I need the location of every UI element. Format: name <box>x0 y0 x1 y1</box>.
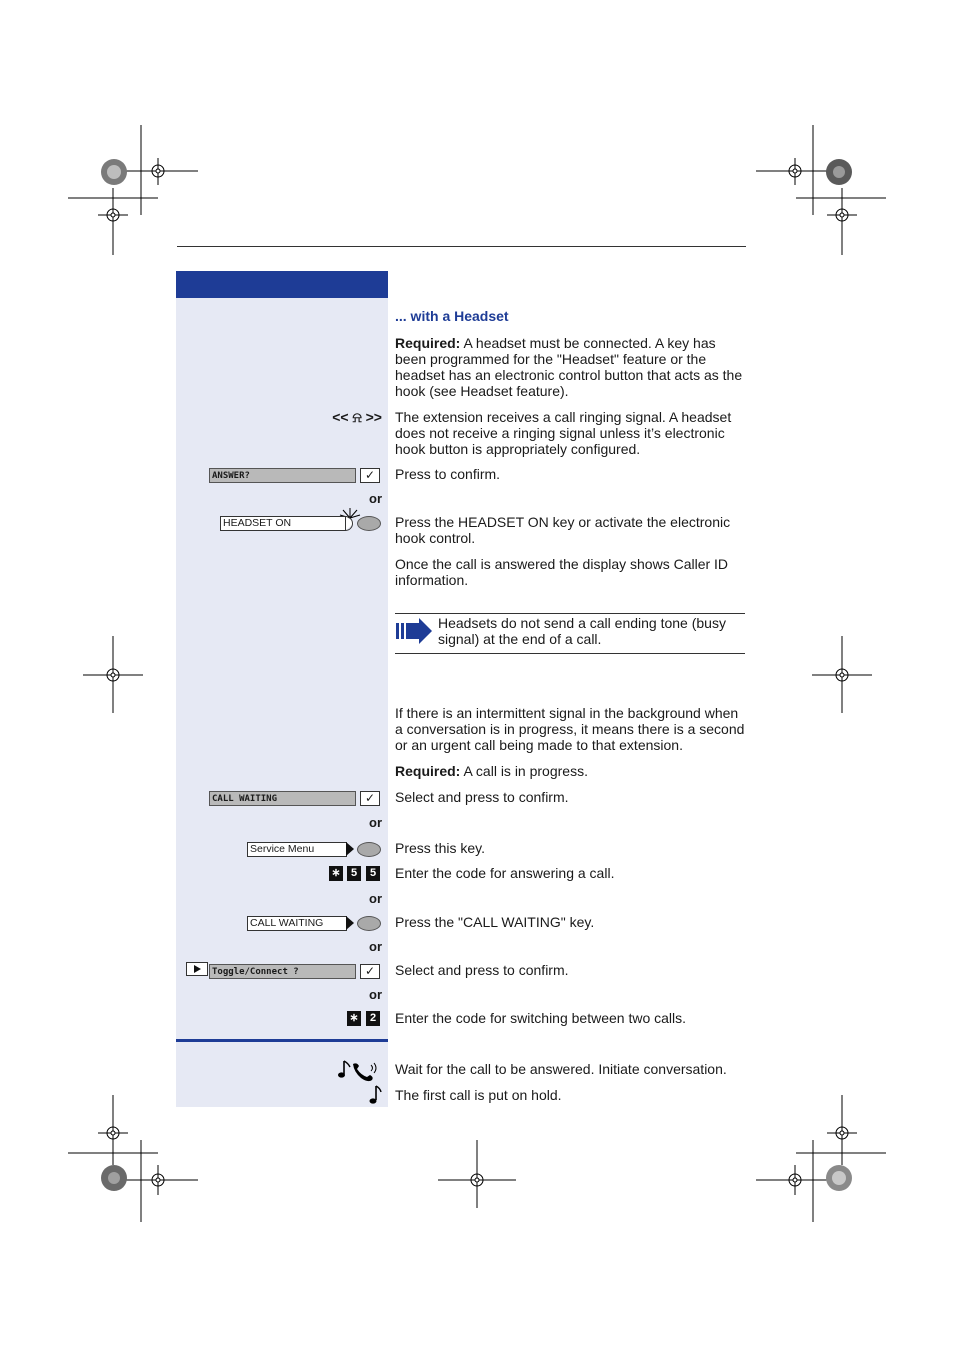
ringing-signal-symbol: << ⍾ >> <box>332 409 382 425</box>
keypad-5-key[interactable]: 5 <box>347 866 361 881</box>
tone-note-icon <box>366 1084 382 1106</box>
callerid-text: Once the call is answered the display shows Caller ID information. <box>395 556 729 588</box>
confirm-check-button[interactable]: ✓ <box>360 468 380 483</box>
or-label: or <box>369 891 382 906</box>
note-arrow-icon <box>395 617 433 645</box>
select-text-2: Select and press to confirm. <box>395 962 569 978</box>
display-answer[interactable]: ANSWER? <box>209 468 356 483</box>
callwaiting-required: Required: A call is in progress. <box>395 763 588 779</box>
callwaiting-intro: If there is an intermittent signal in the background when a conversation is in progress, it means there is a second or an urgent call being made to that extension. <box>395 705 745 753</box>
keypad-star-key[interactable]: ∗ <box>347 1011 361 1026</box>
or-label: or <box>369 491 382 506</box>
top-rule <box>177 246 746 247</box>
confirm-check-button[interactable]: ✓ <box>360 791 380 806</box>
or-label: or <box>369 939 382 954</box>
key-arrow-icon <box>346 842 354 856</box>
left-column-header-bar <box>176 271 388 298</box>
keypad-2-key[interactable]: 2 <box>366 1011 380 1026</box>
note-text: Headsets do not send a call ending tone (busy signal) at the end of a call. <box>438 615 726 647</box>
press-key-text: Press this key. <box>395 840 485 856</box>
note-bottom-rule <box>395 653 745 654</box>
or-label: or <box>369 815 382 830</box>
headset-on-key-button[interactable] <box>357 516 381 531</box>
headset-text: Press the HEADSET ON key or activate the electronic hook control. <box>395 514 731 546</box>
hold-text: The first call is put on hold. <box>395 1087 562 1103</box>
call-waiting-key-button[interactable] <box>357 916 381 931</box>
tone-handset-icon <box>337 1058 381 1082</box>
code2-text: Enter the code for switching between two calls. <box>395 1010 687 1026</box>
service-menu-key-label: Service Menu <box>247 842 347 857</box>
headset-on-key-label: HEADSET ON <box>220 516 346 531</box>
display-call-waiting[interactable]: CALL WAITING <box>209 791 356 806</box>
call-waiting-key-label: CALL WAITING <box>247 916 347 931</box>
note-top-rule <box>395 613 745 614</box>
or-label: or <box>369 987 382 1002</box>
section-heading: ... with a Headset <box>395 308 509 324</box>
ringing-text: The extension receives a call ringing signal. A headset does not receive a ringing signal unless it’s electronic hook button is appropriately configured. <box>395 409 732 457</box>
confirm-check-button[interactable]: ✓ <box>360 964 380 979</box>
required-paragraph: Required: A headset must be connected. A key has been programmed for the "Headset" feature or the headset has an electronic control button that acts as the hook (see Headset feature). <box>395 335 743 399</box>
service-menu-key-button[interactable] <box>357 842 381 857</box>
code1-text: Enter the code for answering a call. <box>395 865 615 881</box>
select-text-1: Select and press to confirm. <box>395 789 569 805</box>
keypad-star-key[interactable]: ∗ <box>329 866 343 881</box>
display-toggle-connect[interactable]: Toggle/Connect ? <box>209 964 356 979</box>
cw-key-text: Press the "CALL WAITING" key. <box>395 914 595 930</box>
left-column-separator <box>176 1039 388 1042</box>
answer-text: Press to confirm. <box>395 466 501 482</box>
keypad-5-key[interactable]: 5 <box>366 866 380 881</box>
left-column <box>176 271 388 1107</box>
wait-text: Wait for the call to be answered. Initiate conversation. <box>395 1061 727 1077</box>
scroll-arrow-icon[interactable] <box>186 962 208 976</box>
key-arrow-icon <box>346 916 354 930</box>
